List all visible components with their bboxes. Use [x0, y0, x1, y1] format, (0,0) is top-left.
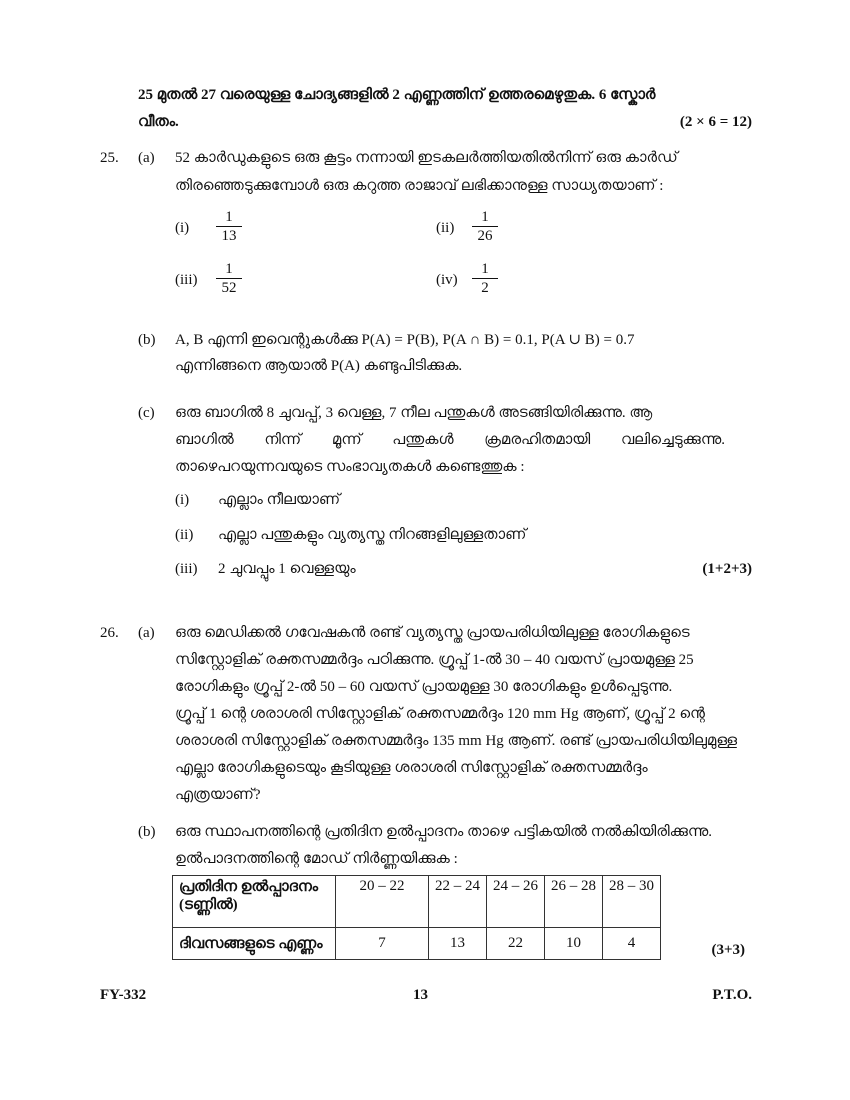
q25-marks: (1+2+3) [702, 561, 752, 577]
q26a-line: ശരാശരി സിസ്റ്റോളിക് രക്തസമ്മർദ്ദം 135 mm Hg ആണ്. രണ്ട് പ്രായപരിധിയിലുമുള്ള [175, 733, 738, 749]
q26a-label: (a) [138, 625, 155, 641]
numerator: 1 [216, 260, 242, 279]
q25a-option-iii-label: (iii) [175, 272, 198, 288]
q25a-option-iii-fraction [216, 260, 242, 297]
q25c-part-ii-label: (ii) [175, 527, 194, 543]
q25c-line1: ഒരു ബാഗിൽ 8 ചുവപ്പ്, 3 വെള്ള, 7 നീല പന്തുകൾ അടങ്ങിയിരിക്കുന്നു. ആ [175, 405, 653, 421]
q26a-line: എല്ലാ രോഗികളുടെയും കൂടിയുള്ള ശരാശരി സിസ്റ്റോളിക് രക്തസമ്മർദ്ദം [175, 760, 648, 776]
q26b-line1: ഒരു സ്ഥാപനത്തിന്റെ പ്രതിദിന ഉൽപ്പാദനം താഴെ പട്ടികയിൽ നൽകിയിരിക്കുന്നു. [175, 824, 713, 840]
numerator: 1 [472, 260, 498, 279]
q25c-part-i-text: എല്ലാം നീലയാണ് [218, 492, 341, 508]
q25a-option-ii-label: (ii) [436, 220, 455, 236]
q25c-part-iii-text: 2 ചുവപ്പും 1 വെള്ളയും [218, 561, 356, 577]
table-row [173, 876, 661, 928]
table-cell: 22 [487, 928, 545, 960]
q26b-line2: ഉൽപാദനത്തിന്റെ മോഡ് നിർണ്ണയിക്കുക : [175, 851, 458, 867]
table-row [173, 928, 661, 960]
word: നിന്ന് [264, 432, 302, 448]
table-cell: 20 – 22 [336, 876, 429, 928]
row-header-production: പ്രതിദിന ഉൽപ്പാദനം (ടണ്ണിൽ) [173, 876, 336, 928]
row-header-days: ദിവസങ്ങളുടെ എണ്ണം [173, 928, 336, 960]
table-cell: 26 – 28 [545, 876, 603, 928]
instruction-line1: 25 മുതൽ 27 വരെയുള്ള ചോദ്യങ്ങളിൽ 2 എണ്ണത്തിന് ഉത്തരമെഴുതുക. 6 സ്കോർ [138, 87, 656, 103]
table-cell: 13 [429, 928, 487, 960]
q25b-line2: എന്നിങ്ങനെ ആയാൽ P(A) കണ്ടുപിടിക്കുക. [175, 358, 463, 374]
q26b-label: (b) [138, 824, 156, 840]
word: പന്തുകൾ [392, 432, 454, 448]
footer-code: FY-332 [100, 987, 147, 1003]
question-number-25: 25. [100, 150, 119, 166]
q25a-option-i-label: (i) [175, 220, 190, 236]
q25a-line1: 52 കാർഡുകളുടെ ഒരു കൂട്ടം നന്നായി ഇടകലർത്തിയതിൽനിന്ന് ഒരു കാർഡ് [175, 150, 678, 166]
q25a-option-iv-label: (iv) [436, 272, 458, 288]
table-cell: 10 [545, 928, 603, 960]
denominator: 13 [221, 228, 237, 244]
denominator: 26 [477, 228, 493, 244]
q25a-option-ii-fraction [472, 208, 498, 245]
q25c-line2 [175, 430, 725, 450]
numerator: 1 [216, 208, 242, 227]
q25a-line2: തിരഞ്ഞെടുക്കുമ്പോൾ ഒരു കറുത്ത രാജാവ് ലഭിക്കാനുള്ള സാധ്യതയാണ് : [175, 178, 664, 194]
denominator: 52 [221, 280, 237, 296]
word: ക്രമരഹിതമായി [484, 432, 591, 448]
q26a-line: സിസ്റ്റോളിക് രക്തസമ്മർദ്ദം പഠിക്കുന്നു. ഗ്രൂപ്പ് 1-ൽ 30 – 40 വയസ് പ്രായമുള്ള 25 [175, 652, 694, 668]
word: വലിച്ചെടുക്കുന്നു. [620, 432, 725, 448]
q25c-part-ii-text: എല്ലാ പന്തുകളും വ്യത്യസ്ത നിറങ്ങളിലുള്ളതാണ് [218, 527, 527, 543]
table-cell: 24 – 26 [487, 876, 545, 928]
instruction-line2: വീതം. [138, 114, 179, 130]
word: മൂന്ന് [331, 432, 362, 448]
q25a-option-i-fraction [216, 208, 242, 245]
footer-pto: P.T.O. [712, 987, 752, 1003]
question-number-26: 26. [100, 625, 119, 641]
table-cell: 4 [603, 928, 661, 960]
instruction-marks: (2 × 6 = 12) [679, 114, 752, 130]
q26a-line: രോഗികളും ഗ്രൂപ്പ് 2-ൽ 50 – 60 വയസ് പ്രായമുള്ള 30 രോഗികളും ഉൾപ്പെടുന്നു. [175, 679, 673, 695]
production-table [172, 875, 661, 960]
q25b-label: (b) [138, 332, 156, 348]
page-number: 13 [413, 987, 428, 1003]
q25a-label: (a) [138, 150, 155, 166]
numerator: 1 [472, 208, 498, 227]
q25c-part-iii-label: (iii) [175, 561, 198, 577]
q25a-option-iv-fraction [472, 260, 498, 297]
table-cell: 7 [336, 928, 429, 960]
q26a-line: ഗ്രൂപ്പ് 1 ന്റെ ശരാശരി സിസ്റ്റോളിക് രക്തസമ്മർദ്ദം 120 mm Hg ആണ്, ഗ്രൂപ്പ് 2 ന്റെ [175, 706, 705, 722]
q25c-label: (c) [138, 405, 155, 421]
q26a-line: എത്രയാണ്? [175, 787, 261, 803]
q26a-line: ഒരു മെഡിക്കൽ ഗവേഷകൻ രണ്ട് വ്യത്യസ്ത പ്രായപരിധിയിലുള്ള രോഗികളുടെ [175, 625, 690, 641]
denominator: 2 [481, 280, 489, 296]
q25b-line1: A, B എന്നി ഇവെന്റുകൾക്കു P(A) = P(B), P(A ∩ B) = 0.1, P(A ∪ B) = 0.7 [175, 332, 635, 348]
word: ബാഗിൽ [175, 432, 234, 448]
q25c-line3: താഴെപറയുന്നവയുടെ സംഭാവ്യതകൾ കണ്ടെത്തുക : [175, 459, 525, 475]
q26-marks: (3+3) [711, 942, 745, 958]
table-cell: 28 – 30 [603, 876, 661, 928]
table-cell: 22 – 24 [429, 876, 487, 928]
q25c-part-i-label: (i) [175, 492, 190, 508]
